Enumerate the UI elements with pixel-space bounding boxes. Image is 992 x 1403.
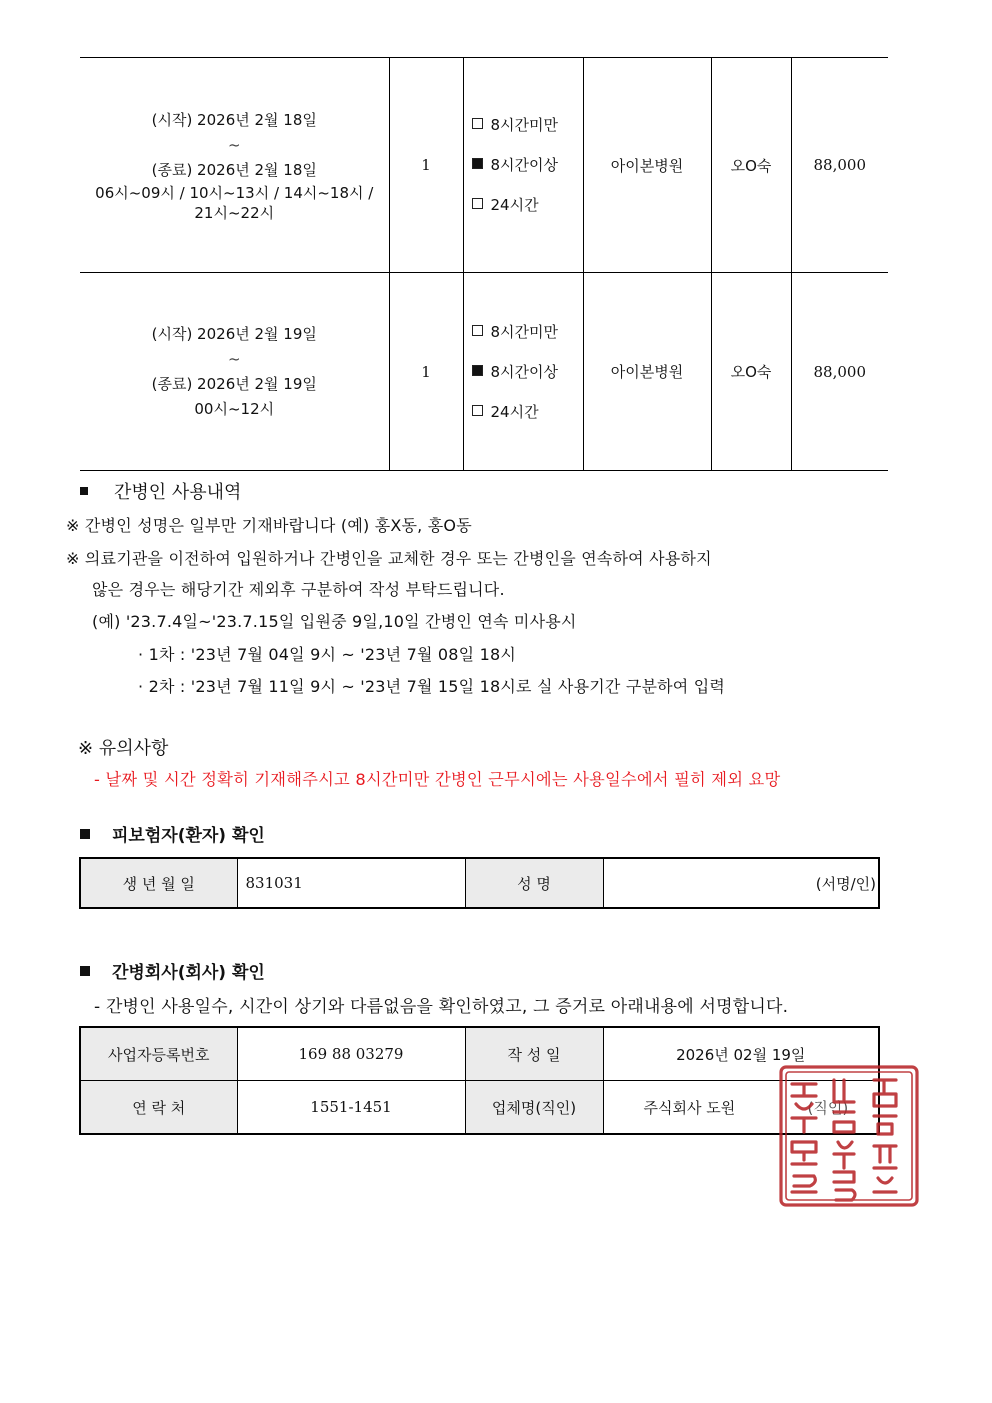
empty-checkbox-icon xyxy=(472,325,483,336)
reg-number-label: 사업자등록번호 xyxy=(80,1027,237,1081)
caregiver-cell: 오O숙 xyxy=(711,58,791,273)
firm-value: 주식회사 도원 xyxy=(643,1098,736,1117)
hospital-cell: 아이본병원 xyxy=(583,58,711,273)
patient-section-heading: 피보험자(환자) 확인 xyxy=(80,821,265,846)
table-row xyxy=(80,58,888,273)
caution-heading: ※ 유의사항 xyxy=(78,738,169,759)
period-cell xyxy=(80,58,389,273)
option-24h: 24시간 xyxy=(472,392,583,432)
company-confirm-table xyxy=(79,1026,880,1135)
time-ranges: 06시~09시 / 10시~13시 / 14시~18시 / xyxy=(95,183,374,202)
firm-label: 업체명(직인) xyxy=(465,1081,603,1135)
period-cell xyxy=(80,273,389,471)
empty-checkbox-icon xyxy=(472,405,483,416)
usage-table xyxy=(80,57,888,471)
company-seal-icon xyxy=(778,1064,920,1208)
hours-option-cell xyxy=(463,58,583,273)
company-statement: - 간병인 사용일수, 시간이 상기와 다름없음을 확인하였고, 그 증거로 아래내용에 서명합니다. xyxy=(94,997,789,1017)
table-row xyxy=(80,858,879,908)
table-row xyxy=(80,273,888,471)
reg-number-value: 169 88 03279 xyxy=(237,1027,465,1081)
days-cell: 1 xyxy=(389,273,463,471)
hours-option-cell xyxy=(463,273,583,471)
days-cell: 1 xyxy=(389,58,463,273)
option-24h: 24시간 xyxy=(472,185,583,225)
caution-text: - 날짜 및 시간 정확히 기재해주시고 8시간미만 간병인 근무시에는 사용일수에서 필히 제외 요망 xyxy=(94,770,781,789)
note-name-partial: ※ 간병인 성명은 일부만 기재바랍니다 (예) 홍X동, 홍O동 xyxy=(66,516,472,535)
example-first: · 1차 : '23년 7월 04일 9시 ~ '23년 7월 08일 18시 xyxy=(138,645,517,664)
example-heading: (예) '23.7.4일~'23.7.15일 입원중 9일,10일 간병인 연속 미사용시 xyxy=(92,612,577,631)
start-date: (시작) 2026년 2월 19일 xyxy=(151,324,317,343)
example-second: · 2차 : '23년 7월 11일 9시 ~ '23년 7월 15일 18시로 실 사용기간 구분하여 입력 xyxy=(138,677,726,696)
square-bullet-icon xyxy=(80,487,88,495)
seal-mark: (직인) xyxy=(807,1099,849,1117)
note-separate-periods: ※ 의료기관을 이전하여 입원하거나 간병인을 교체한 경우 또는 간병인을 연속하여 사용하지 xyxy=(66,549,712,568)
filled-checkbox-icon xyxy=(472,158,483,169)
empty-checkbox-icon xyxy=(472,198,483,209)
note-separate-periods-cont: 않은 경우는 해당기간 제외후 구분하여 작성 부탁드립니다. xyxy=(92,580,505,599)
time-ranges: 00시~12시 xyxy=(194,399,275,418)
date-value: 2026년 02월 19일 xyxy=(603,1027,879,1081)
range-tilde: ~ xyxy=(227,349,241,368)
start-date: (시작) 2026년 2월 18일 xyxy=(151,110,317,129)
end-date: (종료) 2026년 2월 19일 xyxy=(151,374,317,393)
birth-value: 831031 xyxy=(237,858,465,908)
birth-label: 생 년 월 일 xyxy=(80,858,237,908)
date-label: 작 성 일 xyxy=(465,1027,603,1081)
time-ranges-cont: 21시~22시 xyxy=(194,203,275,222)
square-bullet-icon xyxy=(80,829,90,839)
empty-checkbox-icon xyxy=(472,118,483,129)
option-under-8h: 8시간미만 xyxy=(472,105,583,145)
table-row xyxy=(80,1027,879,1081)
name-label: 성 명 xyxy=(465,858,603,908)
hospital-cell: 아이본병원 xyxy=(583,273,711,471)
contact-value: 1551-1451 xyxy=(237,1081,465,1135)
patient-confirm-table xyxy=(79,857,880,909)
usage-section-heading: 간병인 사용내역 xyxy=(80,478,241,504)
option-over-8h: 8시간이상 xyxy=(472,145,583,185)
signature-field: (서명/인) xyxy=(603,858,879,908)
range-tilde: ~ xyxy=(227,135,241,154)
option-over-8h: 8시간이상 xyxy=(472,352,583,392)
amount-cell: 88,000 xyxy=(791,273,888,471)
company-section-heading: 간병회사(회사) 확인 xyxy=(80,958,265,983)
square-bullet-icon xyxy=(80,966,90,976)
table-row xyxy=(80,1081,879,1135)
option-under-8h: 8시간미만 xyxy=(472,312,583,352)
end-date: (종료) 2026년 2월 18일 xyxy=(151,160,317,179)
filled-checkbox-icon xyxy=(472,365,483,376)
amount-cell: 88,000 xyxy=(791,58,888,273)
contact-label: 연 락 처 xyxy=(80,1081,237,1135)
caregiver-cell: 오O숙 xyxy=(711,273,791,471)
